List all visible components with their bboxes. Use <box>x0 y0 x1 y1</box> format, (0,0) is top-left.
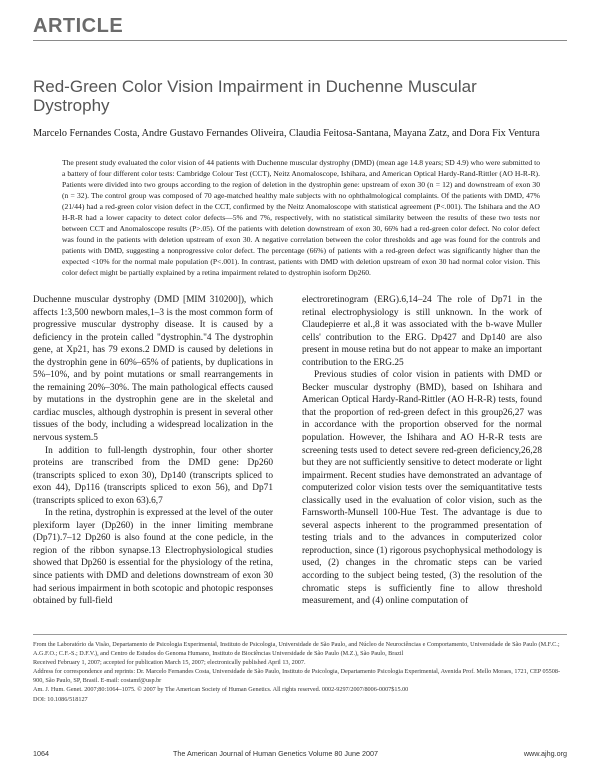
correspondence-note: Address for correspondence and reprints: Dr. Marcelo Fernandes Costa, Universidade de São Paulo, Instituto de Psicologia, Departamento Psicologia Experimental, Avenida Prof. Mello Moraes, 1721, CEP 05508-900, São Paulo, SP, Brasil. E-mail: costamf@usp.br <box>33 668 561 685</box>
footnotes <box>33 640 567 704</box>
abstract: The present study evaluated the color vision of 44 patients with Duchenne muscular dystrophy (DMD) (mean age 14.8 years; SD 4.9) who were submitted to a battery of four different color tests: Cambridge Colour Test (CCT), Neitz Anomaloscope, Ishihara, and American Optical Hardy-Rand-Rittler (AO H-R-R). Patients were divided into two groups according to the region of deletion in the dystrophin gene: upstream of exon 30 (n = 12) and downstream of exon 30 (n = 32). The control group was composed of 70 age-matched healthy male subjects with no ophthalmological complaints. Of the patients with DMD, 47% (21/44) had a red-green color vision defect in the CCT, confirmed by the Neitz Anomaloscope with statistical agreement (P<.001). The Ishihara and the AO H-R-R had a lower capacity to detect color defects—5% and 7%, respectively, with no statistical similarity between the results of these two tests nor between CCT and Anomaloscope results (P>.05). Of the patients with deletion downstream of exon 30, 66% had a red-green color defect. No color defect was found in the patients with deletion upstream of exon 30. A negative correlation between the color thresholds and age was found for the controls and patients with DMD, suggesting a nonprogressive color defect. The percentage (66%) of patients with a red-green defect was significantly higher than the expected <10% for the normal male population (P<.001). In contrast, patients with DMD with deletion upstream of exon 30 had normal color vision. This color defect might be partially explained by a retina impairment related to dystrophin isoform Dp260. <box>62 158 540 278</box>
body-column-right <box>302 294 542 608</box>
paragraph: Duchenne muscular dystrophy (DMD [MIM 310200]), which affects 1:3,500 newborn males,1–3 is the most common form of progressive muscular dystrophy disease. It is caused by a deficiency in the protein called "dystrophin."4 The dystrophin gene, at Xp21, has 79 exons.2 DMD is caused by deletions in the dystrophin gene in 60%–65% of patients, by duplications in 5%–10%, and by point mutations or small rearrangements in the remaining 20%–30%. The main pathological effects caused by mutations in the dystrophin gene are in the skeletal and cardiac muscles, although dystrophin is present in several other tissues of the body, including a widespread localization in the nervous system.5 <box>33 295 273 444</box>
paragraph: Previous studies of color vision in patients with DMD or Becker muscular dystrophy (BMD), based on Ishihara and American Optical Hardy-Rand-Rittler (AO H-R-R) tests, found that the proportion of red-green defect in this group26,27 was in accordance with the proportion observed for the normal population. However, the Ishihara and AO H-R-R tests are screening tests used to detect severe red-green deficiency,26,28 but they are not sufficiently sensitive to detect moderate or light impairment. Recent studies have demonstrated an advantage of computerized color vision tests over the semiquantitative tests classically used in the evaluation of color vision, such as the Farnsworth-Munsell 100-Hue Test. The advantage is due to several aspects inherent to the programmed presentation of testing trials and to the advances in computerized color reproduction, since (1) rigorous psychophysical methodology is used, (2) changes in the chromatic steps can be varied according to the subject being tested, (3) the resolution of the chromatic steps is sufficiently fine to allow threshold measurement, and (4) online computation of <box>302 370 542 607</box>
affiliation-note: From the Laboratório da Visão, Departamento de Psicologia Experimental, Instituto de Psicologia, Universidade de São Paulo, and Núcleo de Neurociências e Comportamento, Universidade de São Paulo (M.F.C.; A.G.F.O.; C.F.-S.; D.F.V.), and Centro de Estudos do Genoma Humano, Instituto de Biociências Universidade de São Paulo (M.Z.), São Paulo, Brazil <box>33 641 560 658</box>
paragraph: In the retina, dystrophin is expressed at the level of the outer plexiform layer (Dp260) in the inner limiting membrane (Dp71).7–12 Dp260 is also found at the cone pedicle, in the region of the ribbon synapse.13 Electrophysiological studies showed that Dp260 is essential for the physiology of the retina, since patients with DMD and deletions downstream of exon 30 had serious impairment in both scotopic and photopic responses obtained by full-field <box>33 508 273 607</box>
body-column-left <box>33 294 273 608</box>
article-title: Red-Green Color Vision Impairment in Duchenne Muscular Dystrophy <box>33 77 477 115</box>
paragraph: In addition to full-length dystrophin, four other shorter proteins are transcribed from the DMD gene: Dp260 (transcripts spliced to exon 30), Dp140 (transcripts spliced to exon 44), Dp116 (transcripts spliced to exon 56), and Dp71 (transcripts spliced to exon 63).6,7 <box>33 445 273 506</box>
page-number: 1064 <box>33 749 49 758</box>
author-list: Marcelo Fernandes Costa, Andre Gustavo Fernandes Oliveira, Claudia Feitosa-Santana, Mayana Zatz, and Dora Fix Ventura <box>33 128 540 139</box>
doi-note: DOI: 10.1086/518127 <box>33 695 88 703</box>
section-label: ARTICLE <box>33 15 124 37</box>
journal-website-link[interactable]: www.ajhg.org <box>523 749 567 758</box>
footnote-rule <box>33 634 567 635</box>
citation-note: Am. J. Hum. Genet. 2007;80:1064–1075. © 2007 by The American Society of Human Genetics. All rights reserved. 0002-9297/2007/8006-0007$15.00 <box>33 686 409 694</box>
paragraph: electroretinogram (ERG).6,14–24 The role of Dp71 in the retinal electrophysiology is still unknown. In the work of Claudepierre et al.,8 it was associated with the b-wave Muller cells' contribution to the ERG. Dp427 and Dp140 are also present in mouse retina but do not appear to make an important contribution to the ERG.25 <box>302 295 542 368</box>
header-rule <box>33 40 567 41</box>
journal-info: The American Journal of Human Genetics Volume 80 June 2007 <box>173 749 378 758</box>
received-note: Received February 1, 2007; accepted for publication March 15, 2007; electronically published April 13, 2007. <box>33 659 306 667</box>
